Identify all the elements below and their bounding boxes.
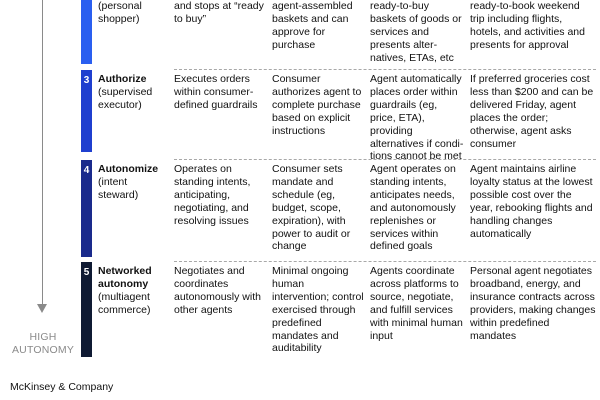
agent-role-cell: and stops at “ready to buy” [174, 0, 264, 25]
level-row-3 [81, 70, 596, 163]
level-row-5 [81, 262, 596, 357]
agent-behavior-cell: Agent automatically places order within guardrails (eg, price, ETA), providing alternatives if condi-tions cannot be met [370, 73, 464, 163]
axis-arrow-down-icon [37, 304, 47, 313]
example-cell: If preferred groceries cost less than $200 and can be delivered Friday, agent places the order; otherwise, agent asks consumer [470, 73, 594, 150]
autonomy-axis-line [42, 0, 43, 306]
agent-behavior-cell: Agents coordinate across platforms to source, negotiate, and fulfill services with minimal human input [370, 265, 463, 342]
row-divider [174, 69, 596, 70]
agent-behavior-cell: ready-to-buy baskets of goods or services and presents alter-natives, ETAs, etc [370, 0, 462, 64]
axis-label-high: HIGH [29, 331, 57, 343]
level-subtitle: (intent steward) [98, 175, 139, 201]
example-cell: Personal agent negotiates broadband, energy, and insurance contracts across providers, making changes within predefined mandates [470, 265, 596, 342]
level-subtitle: (supervised executor) [98, 85, 153, 111]
level-name [98, 265, 170, 317]
consumer-role-cell: Minimal ongoing human intervention; control exercised through predefined mandates and auditability [272, 265, 364, 355]
example-cell: ready-to-book weekend trip including flights, hotels, and activities and presents for approval [470, 0, 585, 51]
agent-role-cell: Negotiates and coordinates autonomously with other agents [174, 265, 261, 316]
level-row-2 [81, 0, 596, 64]
consumer-role-cell: agent-assembled baskets and can approve for purchase [272, 0, 353, 51]
level-title: Autonomize [98, 163, 159, 175]
level-name [98, 0, 170, 26]
level-name [98, 163, 170, 202]
level-subtitle: (multiagent commerce) [98, 290, 151, 316]
brand-logo-text: McKinsey & Company [10, 381, 114, 393]
consumer-role-cell: Consumer sets mandate and schedule (eg, budget, scope, expiration), with power to audit or change [272, 163, 351, 253]
example-cell: Agent maintains airline loyalty status at the lowest possible cost over the year, rebooking flights and handling changes automatically [470, 163, 593, 240]
level-title: Networked autonomy [98, 265, 152, 290]
row-divider [174, 159, 596, 160]
row-divider [174, 261, 596, 262]
agent-role-cell: Executes orders within consumer-defined guardrails [174, 73, 258, 111]
level-stripe [81, 0, 92, 64]
level-number: 4 [83, 165, 90, 176]
level-number: 5 [83, 267, 90, 278]
level-number: 3 [83, 75, 90, 86]
level-name [98, 73, 170, 112]
agent-behavior-cell: Agent operates on standing intents, anticipates needs, and autonomously replenishes or services within defined goals [370, 163, 456, 253]
agent-role-cell: Operates on standing intents, anticipating, negotiating, and resolving issues [174, 163, 251, 227]
level-title: Authorize [98, 73, 147, 85]
level-subtitle: (personal shopper) [98, 0, 142, 25]
axis-label-autonomy: AUTONOMY [11, 344, 75, 356]
level-row-4 [81, 160, 596, 257]
consumer-role-cell: Consumer authorizes agent to complete purchase based on explicit instructions [272, 73, 362, 137]
